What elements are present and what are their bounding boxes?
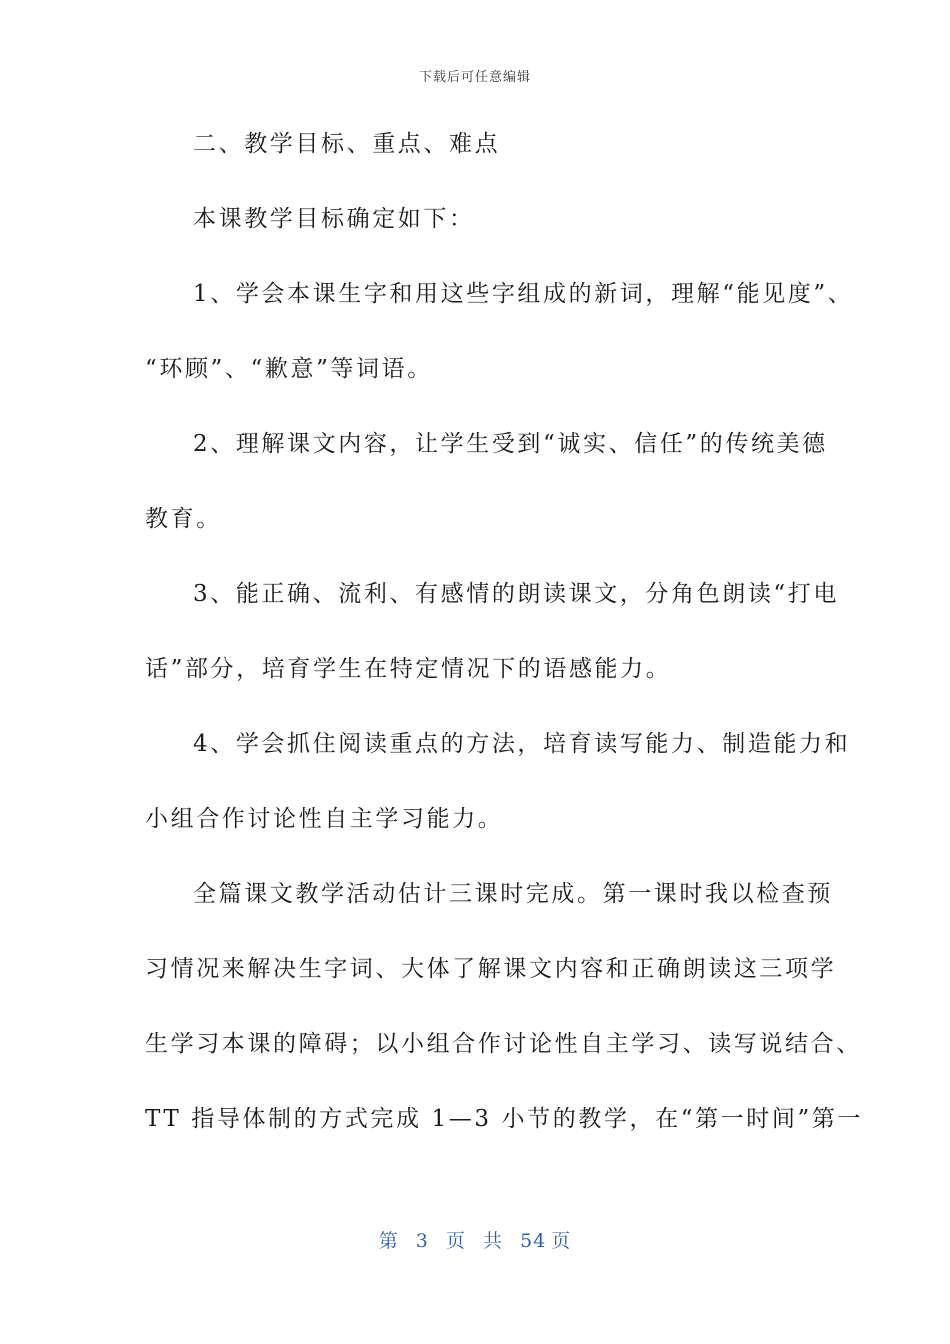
paragraph-line: 话”部分，培育学生在特定情况下的语感能力。 (145, 656, 672, 682)
paragraph-line: 3、能正确、流利、有感情的朗读课文，分角色朗读“打电 (193, 581, 839, 607)
paragraph-line: “环顾”、“歉意”等词语。 (145, 356, 433, 382)
footer-label-of: 页 (445, 1230, 466, 1252)
paragraph-line: 小组合作讨论性自主学习能力。 (145, 806, 504, 832)
paragraph-line: 1、学会本课生字和用这些字组成的新词，理解“能见度”、 (193, 281, 854, 307)
paragraph-line: TT 指导体制的方式完成 1—3 小节的教学，在“第一时间”第一 (145, 1106, 864, 1132)
footer-label-total: 共 (483, 1230, 504, 1252)
document-body (145, 122, 864, 1172)
paragraph-line: 教育。 (145, 506, 222, 532)
paragraph-line: 2、理解课文内容，让学生受到“诚实、信任”的传统美德 (193, 431, 828, 457)
section-heading: 二、教学目标、重点、难点 (193, 131, 501, 157)
page-header: 下载后可任意编辑 (418, 70, 531, 85)
footer-label-pages: 页 (551, 1230, 572, 1252)
paragraph-line: 本课教学目标确定如下： (193, 206, 475, 232)
total-pages-number: 54 (520, 1230, 547, 1252)
paragraph-line: 全篇课文教学活动估计三课时完成。第一课时我以检查预 (193, 881, 833, 907)
footer-label-page: 第 (378, 1230, 399, 1252)
paragraph-line: 4、学会抓住阅读重点的方法，培育读写能力、制造能力和 (193, 731, 851, 757)
paragraph-line: 习情况来解决生字词、大体了解课文内容和正确朗读这三项学 (145, 956, 837, 982)
paragraph-line: 生学习本课的障碍；以小组合作讨论性自主学习、读写说结合、 (145, 1031, 862, 1057)
current-page-number: 3 (415, 1230, 429, 1252)
page-footer (0, 1226, 950, 1253)
